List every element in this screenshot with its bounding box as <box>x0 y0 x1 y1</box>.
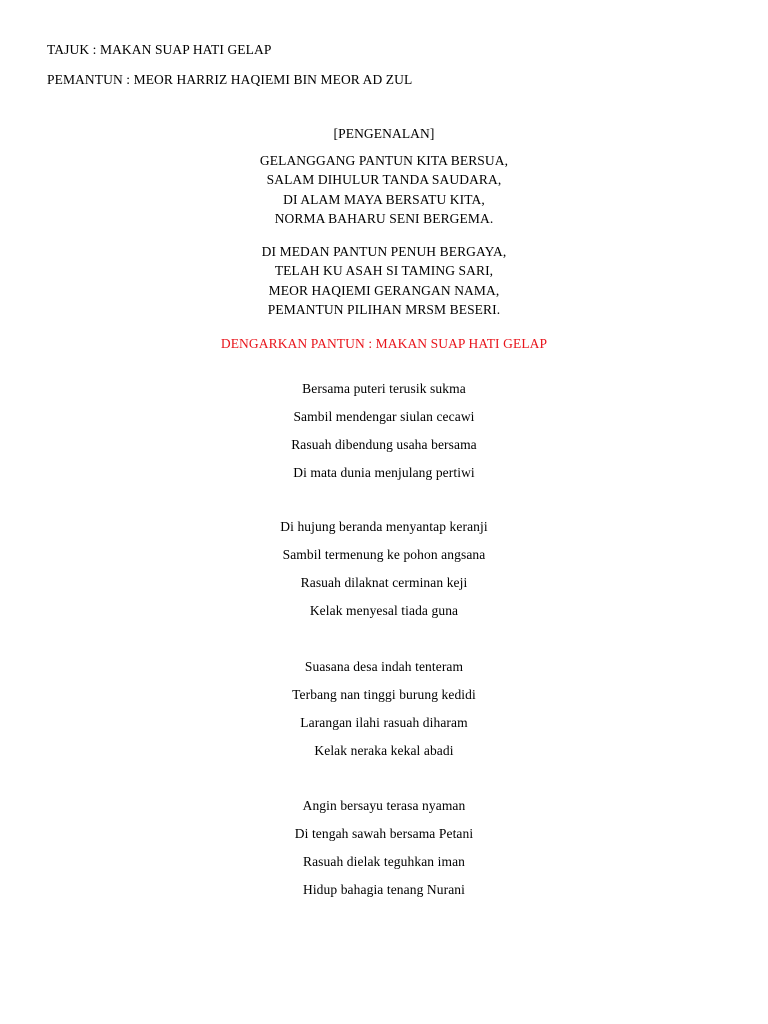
listen-heading-text: DENGARKAN PANTUN : MAKAN SUAP HATI GELAP <box>220 336 548 351</box>
verse-line: Larangan ilahi rasuah diharam <box>300 715 468 730</box>
verse-line: Terbang nan tinggi burung kedidi <box>292 687 476 702</box>
stanza-line: DI ALAM MAYA BERSATU KITA, <box>283 191 485 207</box>
intro-stanza <box>0 153 768 230</box>
stanza-line: DI MEDAN PANTUN PENUH BERGAYA, <box>261 244 507 259</box>
stanza-line: PEMANTUN PILIHAN MRSM BESERI. <box>267 301 501 317</box>
stanza-line: MEOR HAQIEMI GERANGAN NAMA, <box>268 282 500 298</box>
pantun-verse <box>0 798 768 910</box>
document-title: TAJUK : MAKAN SUAP HATI GELAP <box>47 42 272 57</box>
author-line: PEMANTUN : MEOR HARRIZ HAQIEMI BIN MEOR AD ZUL <box>47 72 413 87</box>
pantun-verse <box>0 519 768 631</box>
verse-line: Kelak menyesal tiada guna <box>309 603 459 618</box>
stanza-line: NORMA BAHARU SENI BERGEMA. <box>274 210 494 226</box>
verse-line: Bersama puteri terusik sukma <box>302 381 466 396</box>
verse-line: Rasuah dielak teguhkan iman <box>302 854 466 869</box>
pantun-verse <box>0 659 768 771</box>
pantun-verse <box>0 381 768 493</box>
verse-line: Hidup bahagia tenang Nurani <box>302 882 466 897</box>
verse-line: Di mata dunia menjulang pertiwi <box>293 465 475 480</box>
intro-heading <box>0 126 768 143</box>
intro-heading-text: [PENGENALAN] <box>333 126 435 141</box>
verse-line: Angin bersayu terasa nyaman <box>302 798 466 813</box>
stanza-line: GELANGGANG PANTUN KITA BERSUA, <box>259 153 509 168</box>
verse-line: Rasuah dibendung usaha bersama <box>291 437 477 452</box>
verse-line: Sambil termenung ke pohon angsana <box>282 547 486 562</box>
stanza-line: TELAH KU ASAH SI TAMING SARI, <box>274 263 494 279</box>
verse-line: Sambil mendengar siulan cecawi <box>293 409 475 424</box>
verse-line: Rasuah dilaknat cerminan keji <box>300 575 468 590</box>
verse-line: Suasana desa indah tenteram <box>304 659 464 674</box>
verse-line: Di hujung beranda menyantap keranji <box>280 519 488 534</box>
stanza-line: SALAM DIHULUR TANDA SAUDARA, <box>266 172 502 188</box>
verse-line: Kelak neraka kekal abadi <box>314 743 454 758</box>
listen-heading <box>0 336 768 353</box>
intro-stanza <box>0 244 768 321</box>
verse-line: Di tengah sawah bersama Petani <box>294 826 474 841</box>
